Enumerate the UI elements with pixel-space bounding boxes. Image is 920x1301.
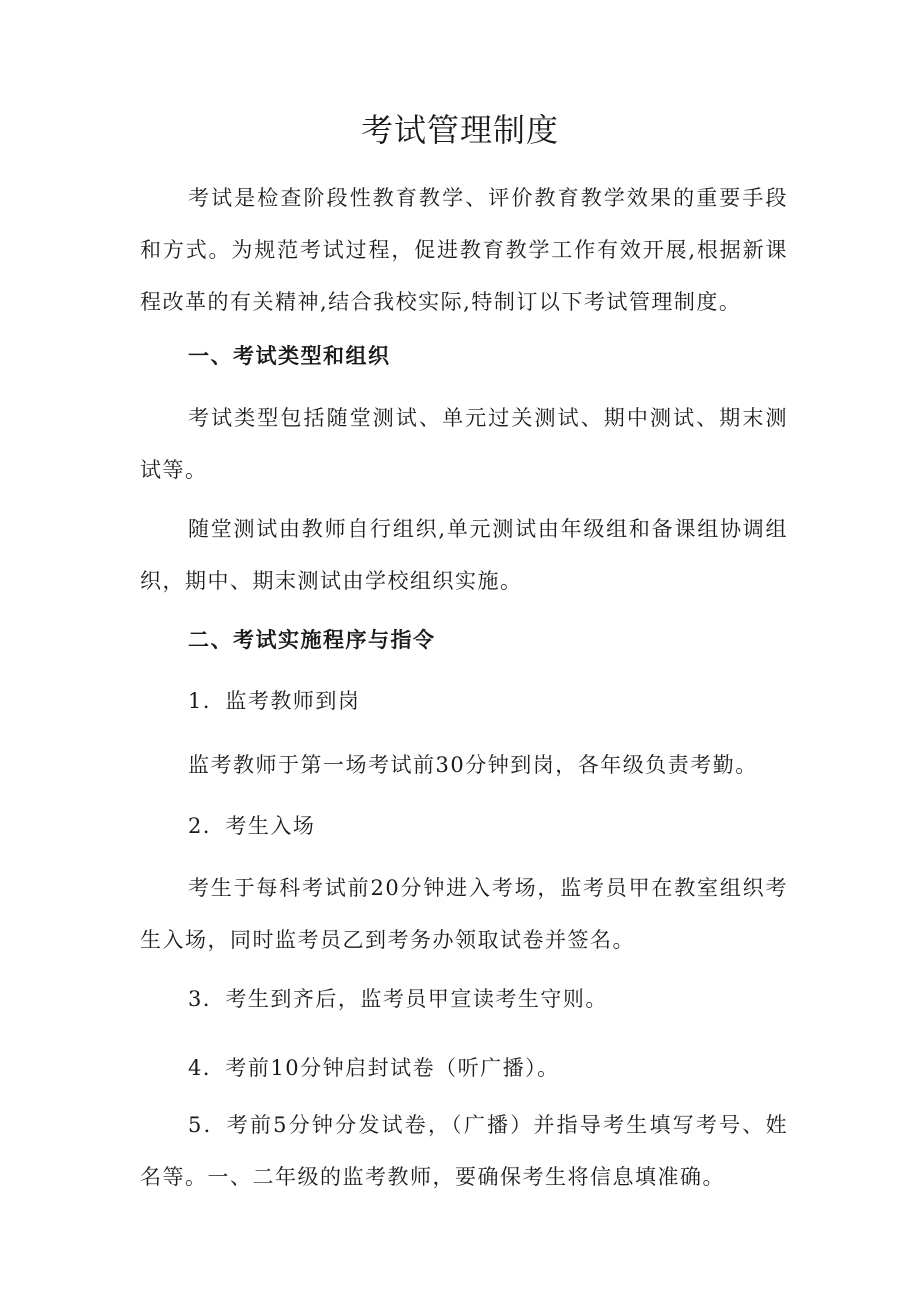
item-4: 4．考前10分钟启封试卷（听广播）。 xyxy=(188,1056,560,1080)
item-2-text: 考生于每科考试前20分钟进入考场，监考员甲在教室组织考生入场，同时监考员乙到考务办领取试卷并签名。 xyxy=(140,876,788,952)
item-1-title: 1．监考教师到岗 xyxy=(188,689,361,713)
item-2-title: 2．考生入场 xyxy=(188,814,316,838)
section-2-heading: 二、考试实施程序与指令 xyxy=(188,627,436,652)
item-3: 3．考生到齐后，监考员甲宣读考生守则。 xyxy=(188,987,608,1011)
section-1-paragraph-1: 考试类型包括随堂测试、单元过关测试、期中测试、期末测试等。 xyxy=(140,406,788,482)
item-1-text: 监考教师于第一场考试前30分钟到岗，各年级负责考勤。 xyxy=(188,753,758,777)
intro-paragraph: 考试是检查阶段性教育教学、评价教育教学效果的重要手段和方式。为规范考试过程，促进教育教学工作有效开展,根据新课程改革的有关精神,结合我校实际,特制订以下考试管理制度。 xyxy=(140,186,788,314)
item-5: 5．考前5分钟分发试卷，（广播）并指导考生填写考号、姓名等。一、二年级的监考教师，要确保考生将信息填准确。 xyxy=(140,1113,788,1189)
document-title: 考试管理制度 xyxy=(360,111,559,149)
section-1-paragraph-2: 随堂测试由教师自行组织,单元测试由年级组和备课组协调组织，期中、期末测试由学校组织实施。 xyxy=(140,517,788,593)
section-1-heading: 一、考试类型和组织 xyxy=(188,343,391,368)
